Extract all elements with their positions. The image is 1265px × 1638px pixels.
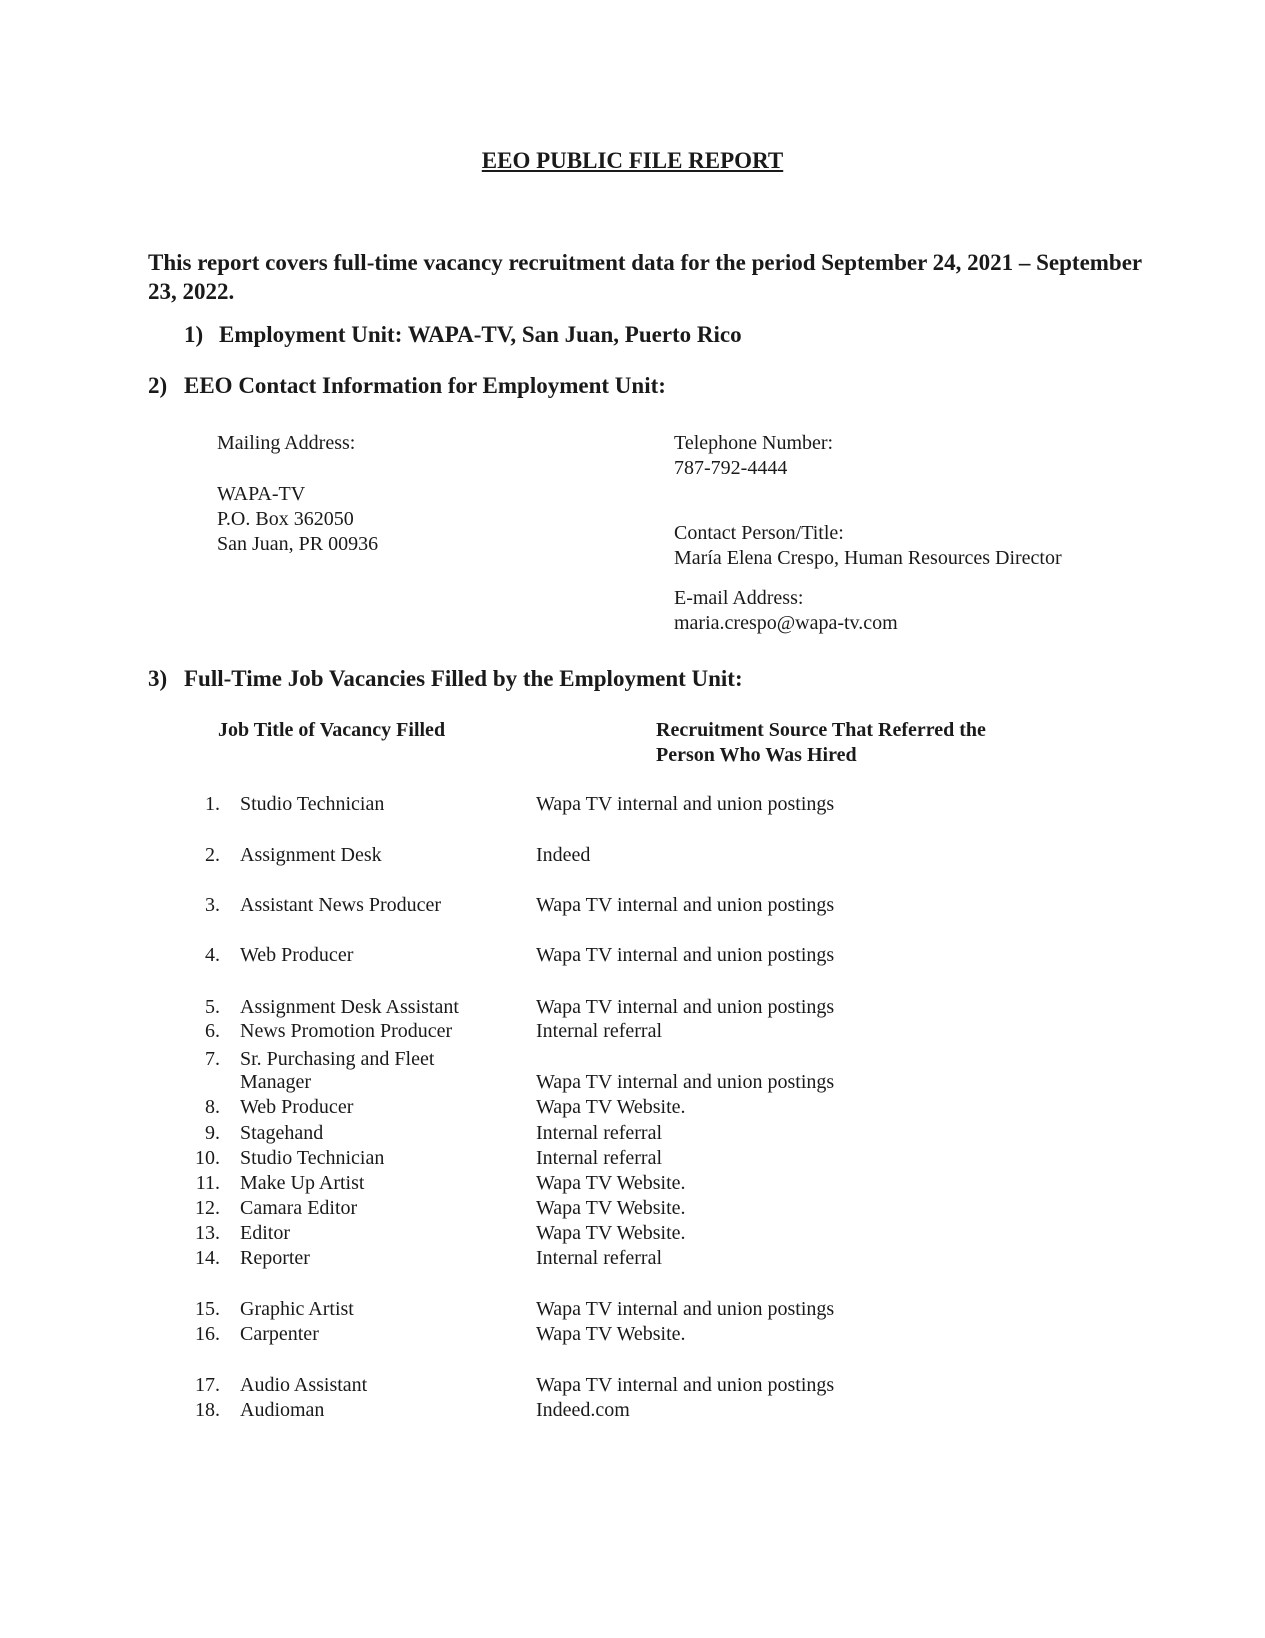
row-number: 6. — [205, 1020, 220, 1042]
row-job-title: Studio Technician — [240, 793, 385, 815]
section-3-heading: Full-Time Job Vacancies Filled by the Employment Unit: — [184, 666, 743, 691]
section-2-number: 2) — [148, 373, 168, 398]
row-job-title: Web Producer — [240, 1096, 354, 1118]
row-source: Wapa TV internal and union postings — [536, 793, 835, 815]
row-number: 17. — [195, 1374, 220, 1396]
row-job-title: Carpenter — [240, 1323, 319, 1345]
row-job-title: Camara Editor — [240, 1197, 358, 1219]
row-source: Internal referral — [536, 1147, 663, 1169]
address-line-2: P.O. Box 362050 — [217, 508, 354, 530]
section-1-heading: Employment Unit: WAPA-TV, San Juan, Puerto Rico — [219, 322, 742, 347]
row-number: 9. — [205, 1122, 220, 1144]
email-address: maria.crespo@wapa-tv.com — [674, 612, 898, 634]
row-job-title: Audioman — [240, 1399, 325, 1421]
row-number: 3. — [205, 894, 220, 916]
job-title-column-header: Job Title of Vacancy Filled — [218, 719, 446, 741]
report-title: EEO PUBLIC FILE REPORT — [481, 148, 784, 173]
row-source: Wapa TV internal and union postings — [536, 894, 835, 916]
row-job-title: Make Up Artist — [240, 1172, 365, 1194]
row-source: Indeed — [536, 844, 591, 866]
row-job-title: Web Producer — [240, 944, 354, 966]
source-column-header-line-2: Person Who Was Hired — [656, 744, 857, 766]
row-job-title: Studio Technician — [240, 1147, 385, 1169]
source-column-header-line-1: Recruitment Source That Referred the — [656, 719, 986, 741]
contact-person-label: Contact Person/Title: — [674, 522, 844, 544]
row-number: 14. — [195, 1247, 220, 1269]
section-1-number: 1) — [184, 322, 204, 347]
row-number: 7. — [205, 1048, 220, 1070]
contact-person: María Elena Crespo, Human Resources Director — [674, 547, 1062, 569]
row-source: Wapa TV Website. — [536, 1197, 686, 1219]
row-source: Wapa TV internal and union postings — [536, 1298, 835, 1320]
row-job-title: Assignment Desk — [240, 844, 382, 866]
row-job-title-continued: Manager — [240, 1071, 312, 1093]
row-job-title: Stagehand — [240, 1122, 324, 1144]
row-job-title: Graphic Artist — [240, 1298, 354, 1320]
row-source: Wapa TV Website. — [536, 1222, 686, 1244]
row-source: Wapa TV internal and union postings — [536, 1374, 835, 1396]
report-intro: This report covers full-time vacancy recruitment data for the period September 24, 2021 – September 23, 2022. — [148, 250, 1142, 304]
telephone-number: 787-792-4444 — [674, 457, 788, 479]
row-job-title: Assignment Desk Assistant — [240, 996, 459, 1018]
row-source: Internal referral — [536, 1122, 663, 1144]
section-2-heading: EEO Contact Information for Employment Unit: — [184, 373, 666, 398]
address-line-3: San Juan, PR 00936 — [217, 533, 379, 555]
row-source: Internal referral — [536, 1247, 663, 1269]
row-number: 5. — [205, 996, 220, 1018]
row-number: 11. — [195, 1172, 220, 1194]
row-job-title: Sr. Purchasing and Fleet — [240, 1048, 435, 1070]
row-number: 4. — [205, 944, 220, 966]
row-number: 12. — [195, 1197, 220, 1219]
row-source: Wapa TV internal and union postings — [536, 1071, 835, 1093]
row-number: 15. — [195, 1298, 220, 1320]
email-label: E-mail Address: — [674, 587, 804, 609]
row-source: Wapa TV Website. — [536, 1323, 686, 1345]
row-job-title: Assistant News Producer — [240, 894, 442, 916]
row-job-title: Editor — [240, 1222, 290, 1244]
row-job-title: Audio Assistant — [240, 1374, 368, 1396]
row-source: Wapa TV Website. — [536, 1096, 686, 1118]
row-number: 10. — [195, 1147, 220, 1169]
row-job-title: News Promotion Producer — [240, 1020, 453, 1042]
row-number: 13. — [195, 1222, 220, 1244]
address-line-1: WAPA-TV — [217, 483, 306, 505]
row-number: 2. — [205, 844, 220, 866]
row-number: 1. — [205, 793, 220, 815]
row-source: Internal referral — [536, 1020, 663, 1042]
row-job-title: Reporter — [240, 1247, 310, 1269]
mailing-address-label: Mailing Address: — [217, 432, 356, 454]
row-source: Indeed.com — [536, 1399, 630, 1421]
row-number: 18. — [195, 1399, 220, 1421]
row-number: 16. — [195, 1323, 220, 1345]
row-source: Wapa TV internal and union postings — [536, 944, 835, 966]
section-3-number: 3) — [148, 666, 168, 691]
row-number: 8. — [205, 1096, 220, 1118]
row-source: Wapa TV Website. — [536, 1172, 686, 1194]
row-source: Wapa TV internal and union postings — [536, 996, 835, 1018]
telephone-label: Telephone Number: — [674, 432, 834, 454]
